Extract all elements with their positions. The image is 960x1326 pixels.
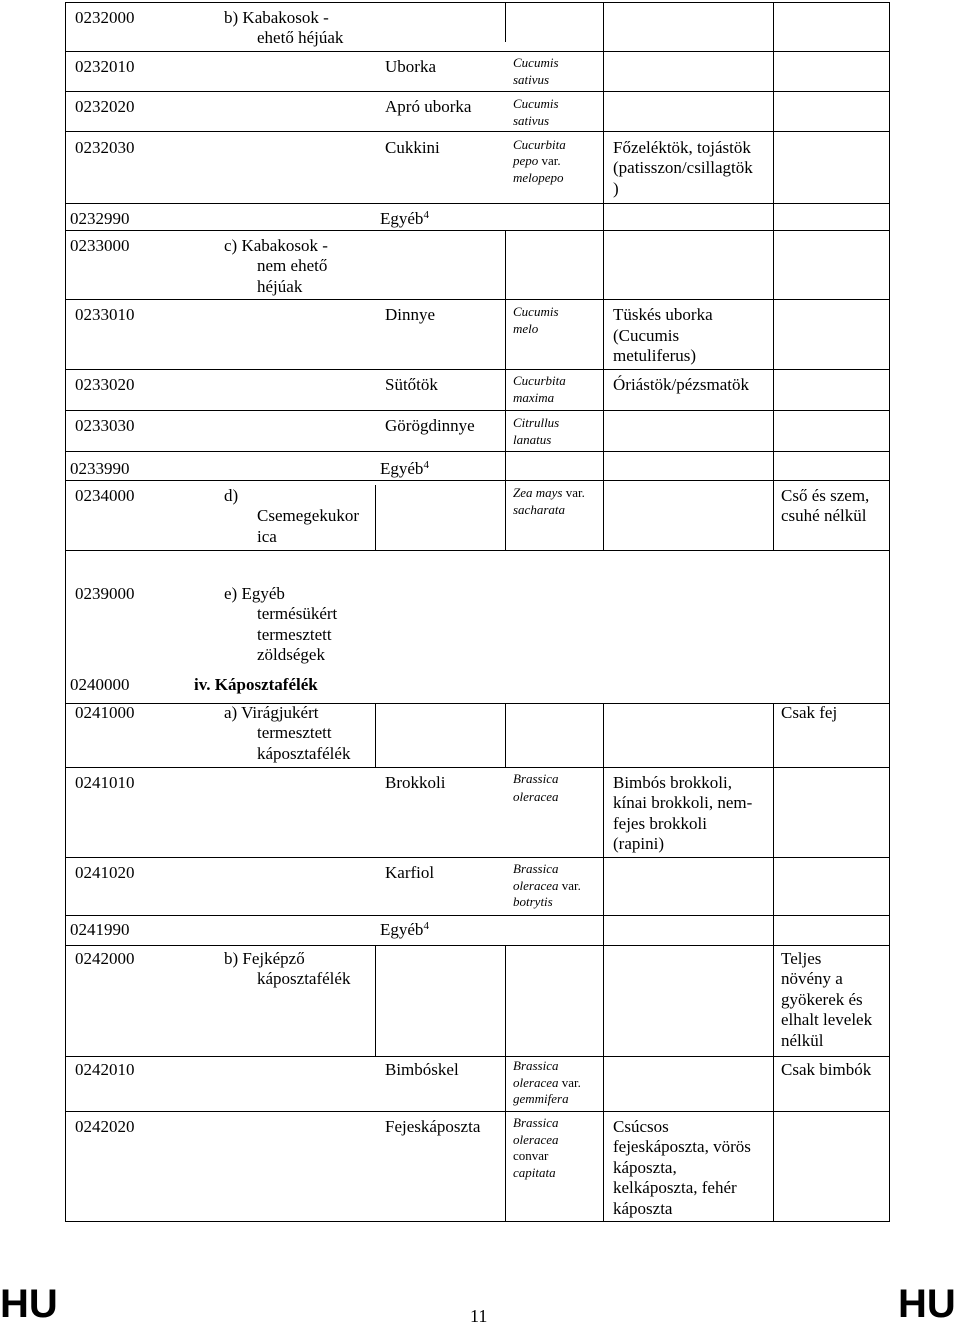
scientific-name: oleracea (513, 1132, 559, 1147)
row-divider (65, 451, 890, 452)
scientific-name: melo (513, 321, 539, 336)
scientific-name: oleracea (513, 789, 559, 804)
row-code: 0232030 (75, 138, 135, 157)
row-divider (65, 1056, 890, 1057)
scientific-name: gemmifera (513, 1091, 569, 1106)
row-code: 0241020 (75, 863, 135, 882)
species-note: (patisszon/csillagtök (613, 158, 753, 177)
row-code: 0241010 (75, 773, 135, 792)
part-applied: nélkül (781, 1031, 824, 1050)
row-code: 0232010 (75, 57, 135, 76)
row-code: 0232990 (70, 209, 130, 228)
row-divider (65, 767, 890, 768)
col-divider (603, 703, 604, 1221)
species-note: fejes brokkoli (613, 814, 707, 833)
species-name: Egyéb$^4$ (380, 920, 429, 939)
species-note: káposzta (613, 1199, 673, 1218)
part-applied: gyökerek és (781, 990, 863, 1009)
species-note: metuliferus) (613, 346, 697, 365)
scientific-name: Brassica (513, 861, 559, 876)
row-divider (65, 131, 890, 132)
scientific-name: Zea mays var. (513, 485, 585, 500)
scientific-name: convar (513, 1148, 549, 1163)
row-divider (65, 1111, 890, 1112)
scientific-name: maxima (513, 390, 555, 405)
row-divider (65, 369, 890, 370)
scientific-name: botrytis (513, 894, 553, 909)
scientific-name: pepo var. (513, 153, 561, 168)
species-note: (rapini) (613, 834, 664, 853)
row-divider (65, 550, 890, 551)
group-name: b) Fejképző (224, 949, 305, 968)
row-code: 0241000 (75, 703, 135, 722)
scientific-name: Cucurbita (513, 137, 566, 152)
row-code: 0241990 (70, 920, 130, 939)
row-divider (65, 703, 890, 704)
row-code: 0233010 (75, 305, 135, 324)
row-code: 0233990 (70, 459, 130, 478)
row-divider (65, 230, 890, 231)
row-divider (65, 51, 890, 52)
species-name: Brokkoli (385, 773, 446, 792)
group-name: káposztafélék (257, 744, 351, 763)
species-name: Egyéb$^4$ (380, 459, 429, 478)
row-divider (65, 410, 890, 411)
species-name: Karfiol (385, 863, 435, 882)
group-name: nem ehető (257, 256, 328, 275)
row-code: 0233020 (75, 375, 135, 394)
table-border-bottom (65, 1221, 890, 1222)
row-divider (65, 945, 890, 946)
scientific-name: Cucumis (513, 304, 559, 319)
group-name: ica (257, 527, 277, 546)
row-code: 0239000 (75, 584, 135, 603)
species-name: Uborka (385, 57, 436, 76)
row-code: 0240000 (70, 675, 130, 694)
group-name: zöldségek (257, 645, 325, 664)
scientific-name: lanatus (513, 432, 552, 447)
part-applied: Teljes (781, 949, 822, 968)
scientific-name: sacharata (513, 502, 565, 517)
species-note: (Cucumis (613, 326, 680, 345)
group-name: káposztafélék (257, 969, 351, 988)
species-note: ) (613, 179, 619, 198)
col-divider (505, 2, 506, 42)
row-divider (65, 857, 890, 858)
group-name: héjúak (257, 277, 303, 296)
col-divider (375, 485, 376, 550)
row-code: 0232020 (75, 97, 135, 116)
scientific-name: melopepo (513, 170, 564, 185)
part-applied: csuhé nélkül (781, 506, 867, 525)
row-divider (65, 203, 890, 204)
row-code: 0234000 (75, 486, 135, 505)
species-note: káposzta, (613, 1158, 677, 1177)
scientific-name: Citrullus (513, 415, 560, 430)
col-divider (505, 230, 506, 550)
table-border-top (65, 2, 890, 3)
scientific-name: Cucumis (513, 96, 559, 111)
species-note: Tüskés uborka (613, 305, 713, 324)
group-name: Csemegekukor (257, 506, 359, 525)
part-applied: Csak bimbók (781, 1060, 872, 1079)
scientific-name: Brassica (513, 771, 559, 786)
col-divider (505, 945, 506, 1221)
group-name: d) (224, 486, 239, 505)
row-divider (65, 915, 890, 916)
species-name: Bimbóskel (385, 1060, 459, 1079)
footer-country-code-left: HU (0, 1282, 58, 1326)
col-divider (375, 945, 376, 1057)
part-applied: Cső és szem, (781, 486, 870, 505)
species-name: Fejeskáposzta (385, 1117, 481, 1136)
row-divider (65, 91, 890, 92)
row-code: 0232000 (75, 8, 135, 27)
species-name: Apró uborka (385, 97, 472, 116)
species-name: Egyéb$^4$ (380, 209, 429, 228)
col-divider (773, 703, 774, 1221)
species-name: Dinnye (385, 305, 436, 324)
col-divider (375, 703, 376, 767)
part-applied: Csak fej (781, 703, 838, 722)
scientific-name: Brassica (513, 1058, 559, 1073)
group-name: c) Kabakosok - (224, 236, 328, 255)
row-divider (65, 480, 890, 481)
group-name: e) Egyéb (224, 584, 285, 603)
part-applied: növény a (781, 969, 843, 988)
species-note: Főzeléktök, tojástök (613, 138, 751, 157)
table-border-right (889, 2, 890, 1222)
group-name: ehető héjúak (257, 28, 344, 47)
species-note: Óriástök/pézsmatök (613, 375, 749, 394)
col-divider (773, 2, 774, 550)
species-name: Sütőtök (385, 375, 438, 394)
scientific-name: Cucumis (513, 55, 559, 70)
scientific-name: Brassica (513, 1115, 559, 1130)
species-note: Bimbós brokkoli, (613, 773, 733, 792)
group-name: termesztett (257, 625, 332, 644)
table-border-left (65, 2, 66, 1222)
footer-country-code-right: HU (898, 1282, 956, 1326)
class-heading: iv. Káposztafélék (194, 675, 318, 694)
row-code: 0233000 (70, 236, 130, 255)
row-code: 0242020 (75, 1117, 135, 1136)
scientific-name: oleracea var. (513, 1075, 581, 1090)
row-divider (65, 299, 890, 300)
group-name: termésükért (257, 604, 338, 623)
row-code: 0242000 (75, 949, 135, 968)
group-name: termesztett (257, 723, 332, 742)
scientific-name: sativus (513, 72, 550, 87)
species-note: kelkáposzta, fehér (613, 1178, 737, 1197)
col-divider (603, 2, 604, 550)
species-name: Cukkini (385, 138, 440, 157)
species-name: Görögdinnye (385, 416, 475, 435)
species-note: fejeskáposzta, vörös (613, 1137, 751, 1156)
row-code: 0242010 (75, 1060, 135, 1079)
scientific-name: sativus (513, 113, 550, 128)
page-number: 11 (470, 1306, 488, 1326)
group-name: b) Kabakosok - (224, 8, 329, 27)
scientific-name: oleracea var. (513, 878, 581, 893)
part-applied: elhalt levelek (781, 1010, 873, 1029)
scientific-name: Cucurbita (513, 373, 566, 388)
scientific-name: capitata (513, 1165, 556, 1180)
species-note: kínai brokkoli, nem- (613, 793, 753, 812)
col-divider (505, 703, 506, 767)
group-name: a) Virágjukért (224, 703, 319, 722)
species-note: Csúcsos (613, 1117, 669, 1136)
row-code: 0233030 (75, 416, 135, 435)
